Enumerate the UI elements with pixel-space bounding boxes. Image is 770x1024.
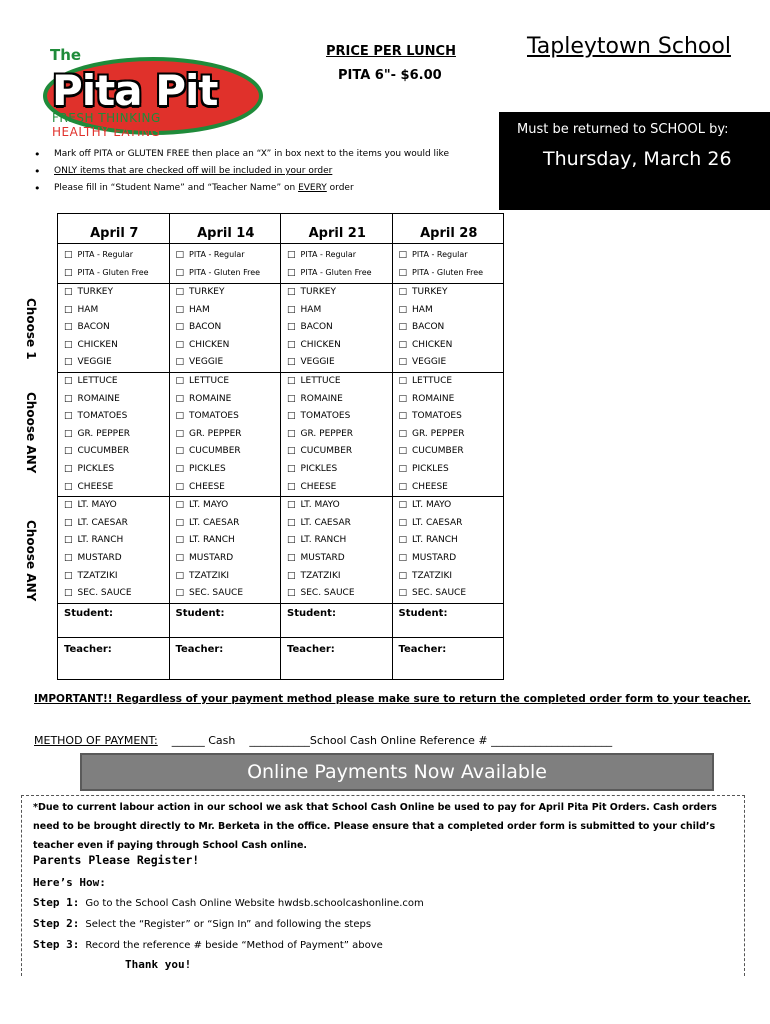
step-2: Step 2: Select the “Register” or “Sign In” and following the steps	[33, 917, 372, 930]
option-checkbox[interactable]: □ CHICKEN	[399, 337, 500, 355]
option-checkbox[interactable]: □ TZATZIKI	[176, 568, 277, 586]
option-checkbox[interactable]: □ GR. PEPPER	[287, 426, 388, 444]
option-checkbox[interactable]: □ TOMATOES	[287, 408, 388, 426]
option-cell	[169, 244, 281, 284]
side-label-choose-any-veg: Choose ANY	[24, 392, 38, 474]
option-checkbox[interactable]: □ PICKLES	[176, 461, 277, 479]
option-checkbox[interactable]: □ CUCUMBER	[399, 443, 500, 461]
option-checkbox[interactable]: □ VEGGIE	[287, 354, 388, 372]
option-cell	[281, 497, 393, 604]
instructions-list	[34, 146, 449, 197]
option-checkbox[interactable]: □ TURKEY	[287, 284, 388, 302]
option-checkbox[interactable]: □ CUCUMBER	[287, 443, 388, 461]
logo-wordmark: Pita Pit	[52, 66, 218, 115]
online-payments-banner: Online Payments Now Available	[80, 753, 714, 791]
option-checkbox[interactable]: □ HAM	[64, 302, 165, 320]
option-cell	[58, 284, 170, 373]
option-cell	[392, 284, 504, 373]
option-checkbox[interactable]: □ CHEESE	[399, 479, 500, 497]
option-checkbox[interactable]: □ TURKEY	[64, 284, 165, 302]
option-checkbox[interactable]: □ PICKLES	[399, 461, 500, 479]
option-checkbox[interactable]: □ PITA - Gluten Free	[287, 264, 388, 282]
option-checkbox[interactable]: □ LETTUCE	[176, 373, 277, 391]
how-heading: Here’s How:	[33, 876, 106, 889]
important-notice: IMPORTANT!! Regardless of your payment method please make sure to return the completed order form to your teacher.	[34, 693, 751, 705]
option-cell	[392, 373, 504, 497]
logo-tagline-fresh: FRESH THINKING	[52, 111, 161, 125]
option-cell	[58, 244, 170, 284]
option-checkbox[interactable]: □ GR. PEPPER	[64, 426, 165, 444]
option-checkbox[interactable]: □ MUSTARD	[176, 550, 277, 568]
instruction-item: • Please fill in “Student Name” and “Teacher Name” on EVERY order	[34, 180, 449, 197]
option-checkbox[interactable]: □ LT. CAESAR	[287, 515, 388, 533]
option-checkbox[interactable]: □ CHICKEN	[287, 337, 388, 355]
option-checkbox[interactable]: □ TZATZIKI	[399, 568, 500, 586]
option-checkbox[interactable]: □ VEGGIE	[399, 354, 500, 372]
option-cell	[169, 497, 281, 604]
order-form-table	[57, 213, 504, 680]
option-checkbox[interactable]: □ LT. RANCH	[399, 532, 500, 550]
option-cell	[392, 244, 504, 284]
price-line: PITA 6"- $6.00	[338, 68, 442, 83]
logo-the-text: The	[50, 46, 82, 64]
step-3: Step 3: Record the reference # beside “Method of Payment” above	[33, 938, 383, 951]
option-checkbox[interactable]: □ PITA - Gluten Free	[64, 264, 165, 282]
student-name-cell[interactable]: Student:	[169, 603, 281, 637]
pita-section-row	[58, 244, 504, 284]
instruction-item: • Mark off PITA or GLUTEN FREE then place an “X” in box next to the items you would like	[34, 146, 449, 163]
option-checkbox[interactable]: □ ROMAINE	[287, 391, 388, 409]
option-cell	[281, 373, 393, 497]
student-row	[58, 603, 504, 637]
option-cell	[169, 373, 281, 497]
option-checkbox[interactable]: □ LT. MAYO	[399, 497, 500, 515]
option-checkbox[interactable]: □ SEC. SAUCE	[287, 585, 388, 603]
option-checkbox[interactable]: □ CHEESE	[176, 479, 277, 497]
teacher-row	[58, 637, 504, 679]
option-checkbox[interactable]: □ LETTUCE	[399, 373, 500, 391]
veg-section-row	[58, 373, 504, 497]
option-checkbox[interactable]: □ CHICKEN	[176, 337, 277, 355]
option-checkbox[interactable]: □ TURKEY	[176, 284, 277, 302]
payment-method-line	[34, 734, 612, 747]
option-checkbox[interactable]: □ GR. PEPPER	[176, 426, 277, 444]
teacher-name-cell[interactable]: Teacher:	[169, 637, 281, 679]
option-checkbox[interactable]: □ VEGGIE	[64, 354, 165, 372]
option-checkbox[interactable]: □ CUCUMBER	[64, 443, 165, 461]
option-checkbox[interactable]: □ TURKEY	[399, 284, 500, 302]
date-header: April 28	[392, 214, 504, 244]
option-checkbox[interactable]: □ LT. MAYO	[176, 497, 277, 515]
deadline-box	[499, 112, 770, 210]
option-checkbox[interactable]: □ LT. CAESAR	[64, 515, 165, 533]
option-checkbox[interactable]: □ HAM	[176, 302, 277, 320]
option-checkbox[interactable]: □ CUCUMBER	[176, 443, 277, 461]
option-checkbox[interactable]: □ LT. MAYO	[64, 497, 165, 515]
sauce-section-row	[58, 497, 504, 604]
option-checkbox[interactable]: □ TOMATOES	[64, 408, 165, 426]
thank-you: Thank you!	[125, 958, 192, 971]
option-cell	[58, 497, 170, 604]
option-checkbox[interactable]: □ LT. CAESAR	[399, 515, 500, 533]
option-checkbox[interactable]: □ MUSTARD	[287, 550, 388, 568]
payment-cash-option[interactable]: ______ Cash	[171, 734, 236, 747]
option-checkbox[interactable]: □ BACON	[399, 319, 500, 337]
option-checkbox[interactable]: □ BACON	[176, 319, 277, 337]
protein-section-row	[58, 284, 504, 373]
option-checkbox[interactable]: □ PICKLES	[287, 461, 388, 479]
option-checkbox[interactable]: □ CHEESE	[64, 479, 165, 497]
register-title: Parents Please Register!	[33, 853, 200, 867]
option-cell	[392, 497, 504, 604]
student-name-cell[interactable]: Student:	[281, 603, 393, 637]
option-checkbox[interactable]: □ PITA - Regular	[176, 246, 277, 264]
payment-online-option[interactable]: ___________School Cash Online Reference # ______________________	[249, 734, 613, 747]
option-checkbox[interactable]: □ PITA - Regular	[399, 246, 500, 264]
option-checkbox[interactable]: □ SEC. SAUCE	[399, 585, 500, 603]
option-checkbox[interactable]: □ TZATZIKI	[287, 568, 388, 586]
option-checkbox[interactable]: □ LT. CAESAR	[176, 515, 277, 533]
option-checkbox[interactable]: □ LT. MAYO	[287, 497, 388, 515]
option-checkbox[interactable]: □ SEC. SAUCE	[176, 585, 277, 603]
option-checkbox[interactable]: □ LETTUCE	[64, 373, 165, 391]
option-checkbox[interactable]: □ PICKLES	[64, 461, 165, 479]
option-cell	[169, 284, 281, 373]
option-checkbox[interactable]: □ SEC. SAUCE	[64, 585, 165, 603]
option-checkbox[interactable]: □ PITA - Gluten Free	[176, 264, 277, 282]
student-name-cell[interactable]: Student:	[392, 603, 504, 637]
instruction-item: • ONLY items that are checked off will be included in your order	[34, 163, 449, 180]
price-title: PRICE PER LUNCH	[326, 44, 456, 59]
option-checkbox[interactable]: □ ROMAINE	[399, 391, 500, 409]
option-checkbox[interactable]: □ TOMATOES	[399, 408, 500, 426]
option-checkbox[interactable]: □ TZATZIKI	[64, 568, 165, 586]
logo-tagline-healthy: HEALTHY EATING	[52, 125, 161, 139]
teacher-name-cell[interactable]: Teacher:	[392, 637, 504, 679]
option-checkbox[interactable]: □ MUSTARD	[399, 550, 500, 568]
option-checkbox[interactable]: □ LETTUCE	[287, 373, 388, 391]
option-checkbox[interactable]: □ LT. RANCH	[287, 532, 388, 550]
deadline-label: Must be returned to SCHOOL by:	[517, 122, 729, 137]
option-checkbox[interactable]: □ GR. PEPPER	[399, 426, 500, 444]
option-checkbox[interactable]: □ VEGGIE	[176, 354, 277, 372]
side-label-choose-1: Choose 1	[24, 298, 38, 360]
option-cell	[281, 244, 393, 284]
date-header: April 7	[58, 214, 170, 244]
option-cell	[281, 284, 393, 373]
option-checkbox[interactable]: □ CHICKEN	[64, 337, 165, 355]
labour-action-notice: *Due to current labour action in our school we ask that School Cash Online be used to pay for April Pita Pit Orders. Cash orders need to be brought directly to Mr. Berketa in the office. Please ensure that a completed order form is submitted to your child’s teacher even if paying through School Cash online.	[33, 802, 717, 851]
option-checkbox[interactable]: □ BACON	[64, 319, 165, 337]
deadline-date: Thursday, March 26	[543, 148, 732, 170]
date-header: April 14	[169, 214, 281, 244]
student-name-cell[interactable]: Student:	[58, 603, 170, 637]
teacher-name-cell[interactable]: Teacher:	[281, 637, 393, 679]
payment-label: METHOD OF PAYMENT:	[34, 734, 158, 747]
option-checkbox[interactable]: □ TOMATOES	[176, 408, 277, 426]
date-header: April 21	[281, 214, 393, 244]
school-name: Tapleytown School	[527, 34, 731, 59]
teacher-name-cell[interactable]: Teacher:	[58, 637, 170, 679]
option-checkbox[interactable]: □ BACON	[287, 319, 388, 337]
side-label-choose-any-sauce: Choose ANY	[24, 520, 38, 602]
step-1: Step 1: Go to the School Cash Online Website hwdsb.schoolcashonline.com	[33, 896, 424, 909]
option-checkbox[interactable]: □ CHEESE	[287, 479, 388, 497]
option-checkbox[interactable]: □ LT. RANCH	[64, 532, 165, 550]
option-checkbox[interactable]: □ ROMAINE	[176, 391, 277, 409]
option-checkbox[interactable]: □ HAM	[287, 302, 388, 320]
option-checkbox[interactable]: □ PITA - Gluten Free	[399, 264, 500, 282]
option-cell	[58, 373, 170, 497]
option-checkbox[interactable]: □ PITA - Regular	[64, 246, 165, 264]
option-checkbox[interactable]: □ PITA - Regular	[287, 246, 388, 264]
option-checkbox[interactable]: □ ROMAINE	[64, 391, 165, 409]
option-checkbox[interactable]: □ LT. RANCH	[176, 532, 277, 550]
option-checkbox[interactable]: □ MUSTARD	[64, 550, 165, 568]
date-header-row	[58, 214, 504, 244]
school-cash-notice-box	[21, 795, 745, 976]
option-checkbox[interactable]: □ HAM	[399, 302, 500, 320]
